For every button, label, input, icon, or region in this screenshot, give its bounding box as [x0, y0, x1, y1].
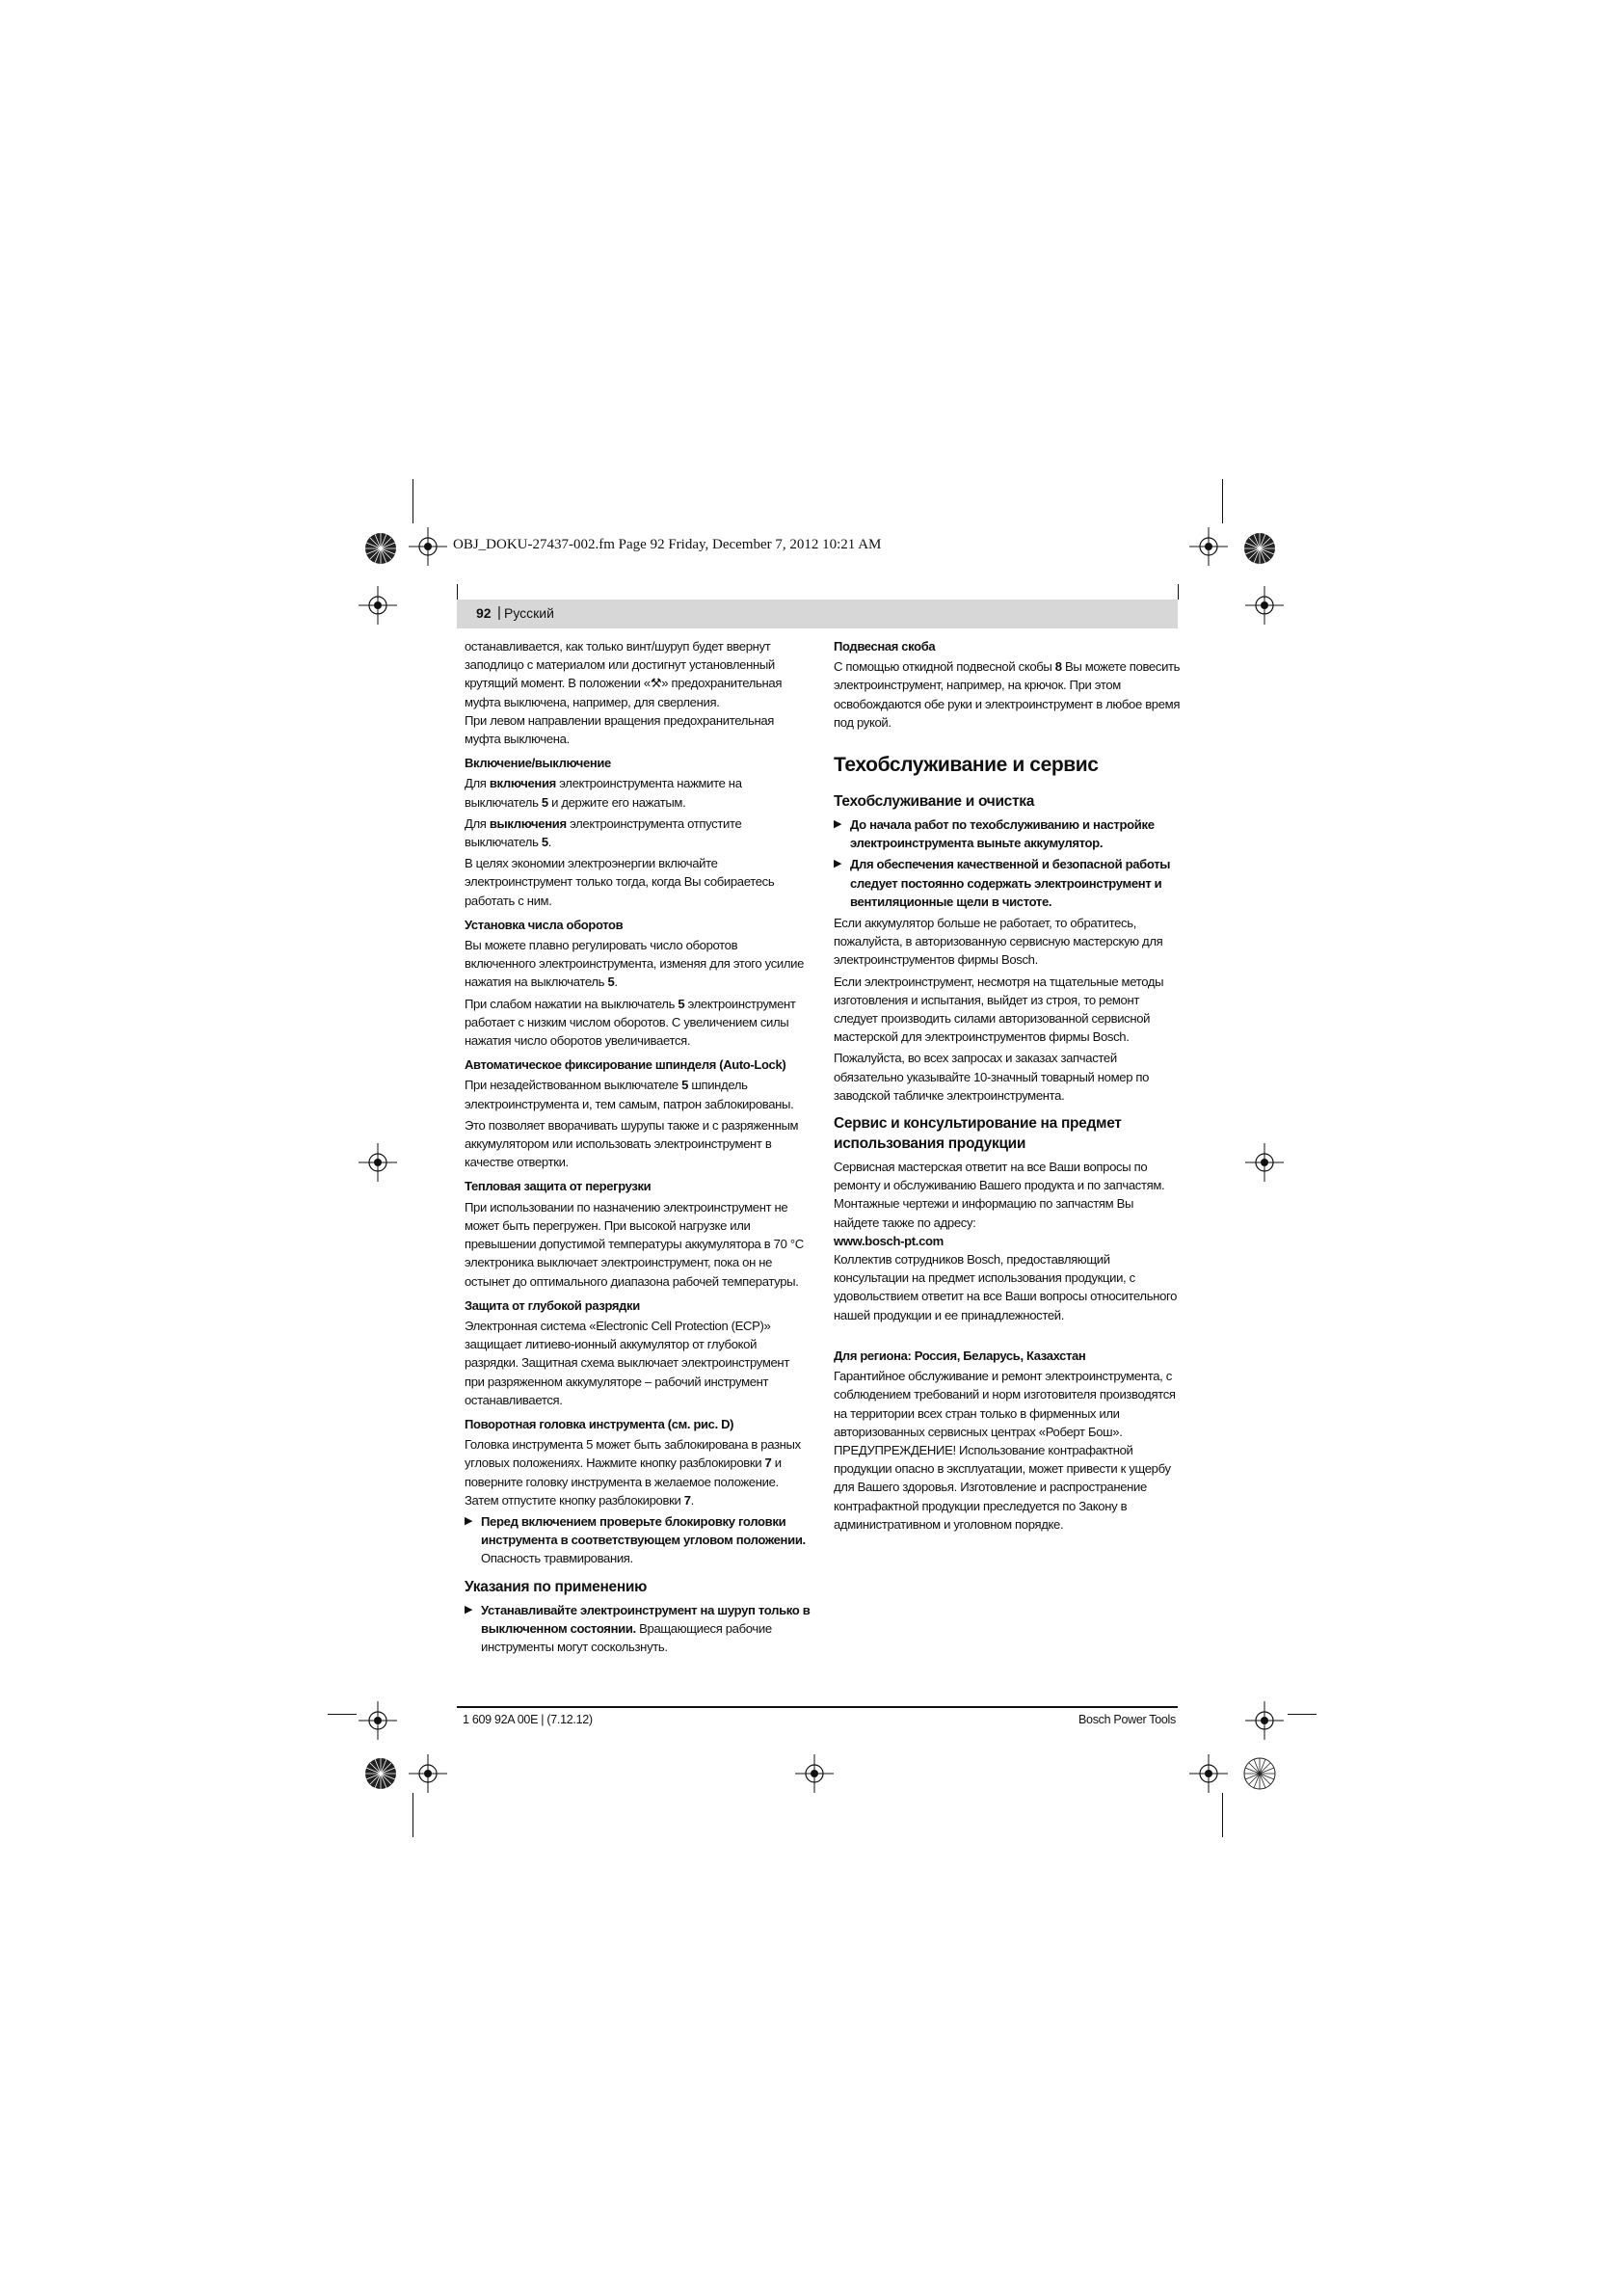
warning-bullet: ▶ До начала работ по техобслуживанию и настройке электроинструмента выньте аккумулятор.	[834, 817, 1155, 851]
header-separator: |	[497, 604, 501, 621]
url-link[interactable]: www.bosch-pt.com	[834, 1233, 944, 1248]
section-heading: Подвесная скоба	[834, 639, 936, 654]
paragraph: Если аккумулятор больше не работает, то обратитесь, пожалуйста, в авторизованную сервисную мастерскую для электроинструментов фирмы Bosch.	[834, 916, 1163, 968]
paragraph: ПРЕДУПРЕЖДЕНИЕ! Использование контрафактной продукции опасно в эксплуатации, может привести к ущербу для Вашего здоровья. Изготовление и распространение контрафактной продукции преследуется по Закону в административном и уголовном порядке.	[834, 1442, 1171, 1532]
triangle-arrow-icon: ▶	[834, 858, 842, 870]
warning-bullet: ▶ Перед включением проверьте блокировку головки инструмента в соответствующем угловом положении. Опасность травмирования.	[465, 1513, 806, 1566]
paragraph: Коллектив сотрудников Bosch, предоставляющий консультации на предмет использования продукции, с удовольствием ответит на все Ваши вопросы относительного нашей продукции и ее принадлежностей.	[834, 1252, 1178, 1322]
paragraph: Это позволяет вворачивать шурупы также и с разряженным аккумулятором или использовать электроинструмент в качестве отвертки.	[465, 1117, 799, 1170]
left-column	[465, 637, 812, 1659]
registration-mark-icon	[795, 1754, 834, 1793]
paragraph: Пожалуйста, во всех запросах и заказах запчастей обязательно указывайте 10-значный товарный номер по заводской табличке электроинструмента.	[834, 1051, 1150, 1103]
file-header: OBJ_DOKU-27437-002.fm Page 92 Friday, December 7, 2012 10:21 AM	[453, 537, 882, 552]
warning-bullet: ▶ Для обеспечения качественной и безопасной работы следует постоянно содержать электроинструмент и вентиляционные щели в чистоте.	[834, 857, 1171, 909]
registration-mark-icon	[409, 527, 447, 566]
paragraph: Электронная система «Electronic Cell Protection (ECP)» защищает литиево-ионный аккумулятор от глубокой разрядки. Защитная схема выключает электроинструмент при разряженном аккумуляторе – рабочий инструмент останавливается.	[465, 1318, 789, 1407]
section-heading: Защита от глубокой разрядки	[465, 1297, 640, 1313]
paragraph: С помощью откидной подвесной скобы 8 Вы можете повесить электроинструмент, например, на крючок. При этом освобождаются обе руки и электроинструмент в любое время под рукой.	[834, 659, 1181, 730]
star-target-icon	[1243, 1757, 1276, 1790]
subsection-heading: Сервис и консультирование на предмет использования продукции	[834, 1115, 1122, 1153]
triangle-arrow-icon: ▶	[834, 818, 842, 831]
crop-line	[412, 1793, 413, 1837]
paragraph: При использовании по назначению электроинструмент не может быть перегружен. При высокой нагрузке или превышении допустимой температуры аккумулятора в 70 °C электроника выключает электроинструмент, пока он не остынет до оптимального диапазона рабочей температуры.	[465, 1199, 804, 1289]
registration-mark-icon	[359, 1701, 397, 1740]
registration-mark-icon	[409, 1754, 447, 1793]
registration-mark-icon	[359, 586, 397, 625]
paragraph: При левом направлении вращения предохранительная муфта выключена.	[465, 712, 775, 747]
subsection-heading: Указания по применению	[465, 1578, 648, 1595]
footer-doc-number: 1 609 92A 00E | (7.12.12)	[463, 1713, 593, 1726]
main-heading: Техобслуживание и сервис	[834, 754, 1099, 777]
crop-line	[1178, 584, 1179, 600]
triangle-arrow-icon: ▶	[465, 1603, 473, 1615]
registration-mark-icon	[359, 1143, 397, 1182]
registration-mark-icon	[1189, 527, 1228, 566]
section-heading: Включение/выключение	[465, 756, 611, 771]
footer-brand: Bosch Power Tools	[1078, 1713, 1176, 1726]
right-column	[834, 637, 1181, 1536]
star-target-icon	[1243, 532, 1276, 565]
star-target-icon	[364, 532, 397, 565]
paragraph: Для включения электроинструмента нажмите на выключатель 5 и держите его нажатым.	[465, 776, 742, 810]
registration-mark-icon	[1245, 1143, 1284, 1182]
paragraph: Сервисная мастерская ответит на все Ваши вопросы по ремонту и обслуживанию Вашего продукта и по запчастям. Монтажные чертежи и информацию по запчастям Вы найдете также по адресу:	[834, 1160, 1165, 1230]
warning-bullet: ▶ Устанавливайте электроинструмент на шуруп только в выключенном состоянии. Вращающиеся рабочие инструменты могут соскользнуть.	[465, 1602, 811, 1654]
crop-line	[457, 584, 458, 600]
paragraph: В целях экономии электроэнергии включайте электроинструмент только тогда, когда Вы собираетесь работать с ним.	[465, 856, 775, 908]
crop-line	[1288, 1714, 1317, 1715]
footer-rule	[457, 1706, 1178, 1708]
paragraph: Если электроинструмент, несмотря на тщательные методы изготовления и испытания, выйдет из строя, то ремонт следует производить силами авторизованной сервисной мастерской для электроинструментов фирмы Bosch.	[834, 974, 1164, 1045]
paragraph: При слабом нажатии на выключатель 5 электроинструмент работает с низким числом оборотов. С увеличением силы нажатия число оборотов увеличивается.	[465, 996, 796, 1049]
crop-line	[1222, 479, 1223, 523]
page-number: 92	[476, 605, 492, 621]
crop-line	[328, 1714, 357, 1715]
paragraph: Вы можете плавно регулировать число оборотов включенного электроинструмента, изменяя для этого усилие нажатия на выключатель 5.	[465, 938, 805, 990]
paragraph: При незадействованном выключателе 5 шпиндель электроинструмента и, тем самым, патрон заблокированы.	[465, 1078, 794, 1111]
section-heading: Установка числа оборотов	[465, 917, 624, 932]
subsection-heading: Техобслуживание и очистка	[834, 793, 1035, 811]
crop-line	[412, 479, 413, 523]
paragraph: Гарантийное обслуживание и ремонт электроинструмента, с соблюдением требований и норм изготовителя производятся на территории всех стран только в фирменных или авторизованных сервисных центрах «Роберт Бош».	[834, 1369, 1176, 1439]
language-label: Русский	[504, 605, 554, 621]
section-heading: Автоматическое фиксирование шпинделя (Auto-Lock)	[465, 1057, 786, 1073]
paragraph: Головка инструмента 5 может быть заблокирована в разных угловых положениях. Нажмите кнопку разблокировки 7 и поверните головку инструмента в желаемое положение. Затем отпустите кнопку разблокировки 7.	[465, 1437, 801, 1508]
registration-mark-icon	[1189, 1754, 1228, 1793]
paragraph: Для выключения электроинструмента отпустите выключатель 5.	[465, 815, 742, 850]
section-heading: Поворотная головка инструмента (см. рис. D)	[465, 1416, 734, 1431]
crop-line	[1222, 1793, 1223, 1837]
triangle-arrow-icon: ▶	[465, 1514, 473, 1527]
registration-mark-icon	[1245, 1701, 1284, 1740]
paragraph: останавливается, как только винт/шуруп будет ввернут заподлицо с материалом или достигнут установленный крутящий момент. В положении «⚒» предохранительная муфта выключена, например, для сверления.	[465, 639, 783, 709]
page-header	[457, 600, 1178, 628]
registration-mark-icon	[1245, 586, 1284, 625]
section-heading: Для региона: Россия, Беларусь, Казахстан	[834, 1348, 1086, 1363]
star-target-icon	[364, 1757, 397, 1790]
section-heading: Тепловая защита от перегрузки	[465, 1179, 652, 1194]
